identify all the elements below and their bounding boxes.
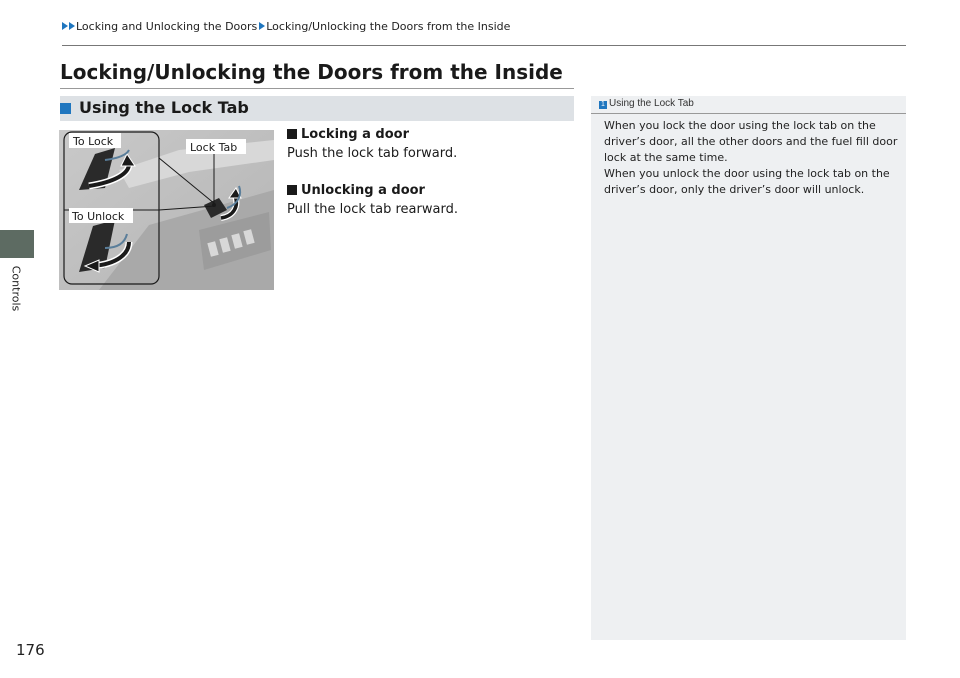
sidebar-body — [604, 118, 900, 198]
sidebar-paragraph: When you unlock the door using the lock tab on the driver’s door, only the driver’s door will unlock. — [604, 167, 890, 196]
section-header — [60, 96, 574, 121]
leader-dot — [212, 203, 216, 207]
header-divider — [62, 45, 906, 46]
instruction-heading-text: Locking a door — [301, 127, 409, 142]
page-number: 176 — [16, 641, 45, 659]
title-divider — [60, 88, 574, 89]
chapter-label: Controls — [9, 265, 23, 312]
bullet-square-icon — [287, 185, 297, 195]
breadcrumb-item[interactable]: Locking and Unlocking the Doors — [76, 20, 258, 33]
instruction-text-lock: Push the lock tab forward. — [287, 146, 458, 161]
sidebar-heading-text: Using the Lock Tab — [609, 98, 694, 109]
breadcrumb-arrow-icon — [69, 22, 75, 30]
breadcrumb — [62, 20, 510, 33]
lock-tab-label: Lock Tab — [190, 141, 238, 154]
instruction-text-unlock: Pull the lock tab rearward. — [287, 202, 458, 217]
bullet-square-icon — [287, 129, 297, 139]
sidebar-divider — [591, 113, 906, 114]
instruction-heading-text: Unlocking a door — [301, 183, 425, 198]
chapter-tab[interactable] — [0, 230, 34, 258]
to-lock-label: To Lock — [73, 135, 114, 148]
breadcrumb-arrow-icon — [62, 22, 68, 30]
to-unlock-label: To Unlock — [72, 210, 125, 223]
instruction-heading-lock — [287, 127, 409, 142]
sidebar-paragraph: When you lock the door using the lock tab on the driver’s door, all the other doors and the fuel fill door lock at the same time. — [604, 119, 898, 164]
breadcrumb-arrow-icon — [259, 22, 265, 30]
reference-marker-icon: 1 — [599, 101, 607, 109]
instruction-heading-unlock — [287, 183, 425, 198]
page-title: Locking/Unlocking the Doors from the Inside — [60, 60, 563, 84]
section-square-icon — [60, 103, 71, 114]
section-title: Using the Lock Tab — [79, 98, 249, 117]
notes-sidebar — [591, 96, 906, 640]
lock-tab-illustration — [59, 130, 274, 290]
sidebar-heading — [599, 98, 694, 109]
breadcrumb-item[interactable]: Locking/Unlocking the Doors from the Inside — [266, 20, 511, 33]
